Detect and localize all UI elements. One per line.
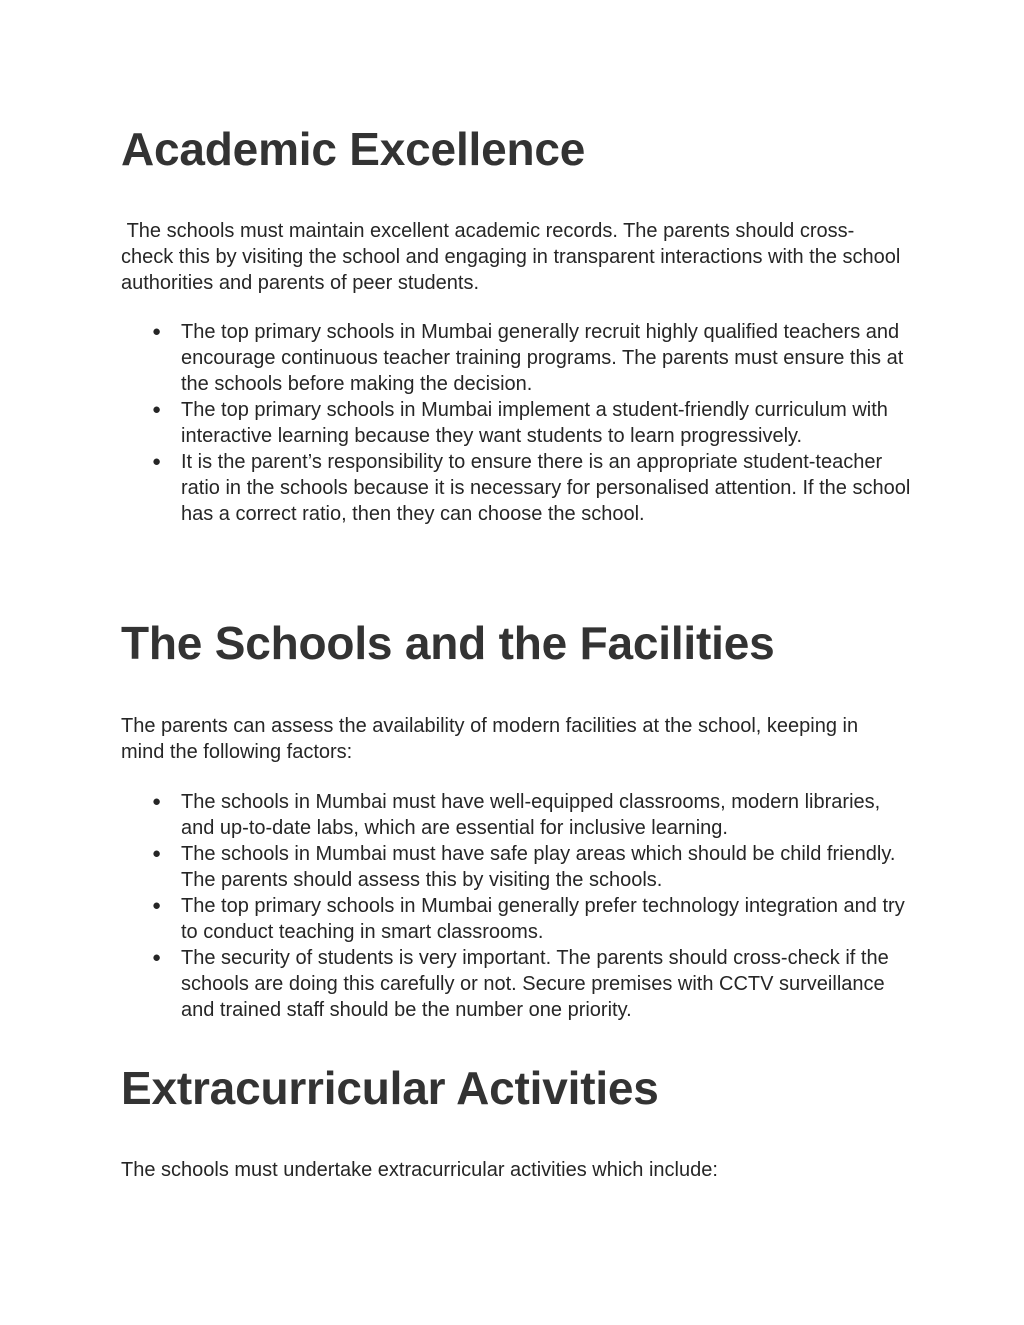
section-heading-schools-facilities: The Schools and the Facilities	[121, 617, 775, 669]
list-item	[121, 893, 911, 945]
list-item-text: The security of students is very important. The parents should cross-check if the schools are doing this carefully or not. Secure premises with CCTV surveillance and trained staff should be the number one priority.	[181, 947, 889, 1021]
list-item	[121, 449, 911, 527]
section-heading-extracurricular-activities: Extracurricular Activities	[121, 1062, 659, 1114]
section-intro-schools-facilities: The parents can assess the availability of modern facilities at the school, keeping in mind the following factors:	[121, 715, 859, 763]
list-item-text: The schools in Mumbai must have safe play areas which should be child friendly. The parents should assess this by visiting the schools.	[181, 843, 896, 891]
list-item-text: The top primary schools in Mumbai generally recruit highly qualified teachers and encourage continuous teacher training programs. The parents must ensure this at the schools before making the decision.	[181, 321, 904, 395]
section-intro-extracurricular-activities: The schools must undertake extracurricular activities which include:	[121, 1159, 718, 1181]
bullet-icon: ●	[152, 453, 162, 470]
list-item	[121, 945, 911, 1023]
list-item	[121, 841, 911, 893]
bullet-icon: ●	[152, 949, 162, 966]
section-heading-academic-excellence: Academic Excellence	[121, 123, 586, 175]
list-item-text: The schools in Mumbai must have well-equipped classrooms, modern libraries, and up-to-date labs, which are essential for inclusive learning.	[181, 791, 881, 839]
bullet-icon: ●	[152, 401, 162, 418]
bullet-list-schools-facilities	[121, 789, 911, 1023]
section-intro-academic-excellence: The schools must maintain excellent academic records. The parents should cross-check this by visiting the school and engaging in transparent interactions with the school authorities and parents of peer students.	[121, 220, 906, 294]
list-item-text: It is the parent’s responsibility to ensure there is an appropriate student-teacher ratio in the schools because it is necessary for personalised attention. If the school has a correct ratio, then they can choose the school.	[181, 451, 911, 525]
list-item	[121, 789, 911, 841]
bullet-icon: ●	[152, 793, 162, 810]
list-item-text: The top primary schools in Mumbai generally prefer technology integration and try to conduct teaching in smart classrooms.	[181, 895, 905, 943]
bullet-icon: ●	[152, 323, 162, 340]
list-item	[121, 319, 911, 397]
bullet-list-academic-excellence	[121, 319, 911, 527]
bullet-icon: ●	[152, 845, 162, 862]
list-item-text: The top primary schools in Mumbai implement a student-friendly curriculum with interactive learning because they want students to learn progressively.	[181, 399, 888, 447]
list-item	[121, 397, 911, 449]
bullet-icon: ●	[152, 897, 162, 914]
